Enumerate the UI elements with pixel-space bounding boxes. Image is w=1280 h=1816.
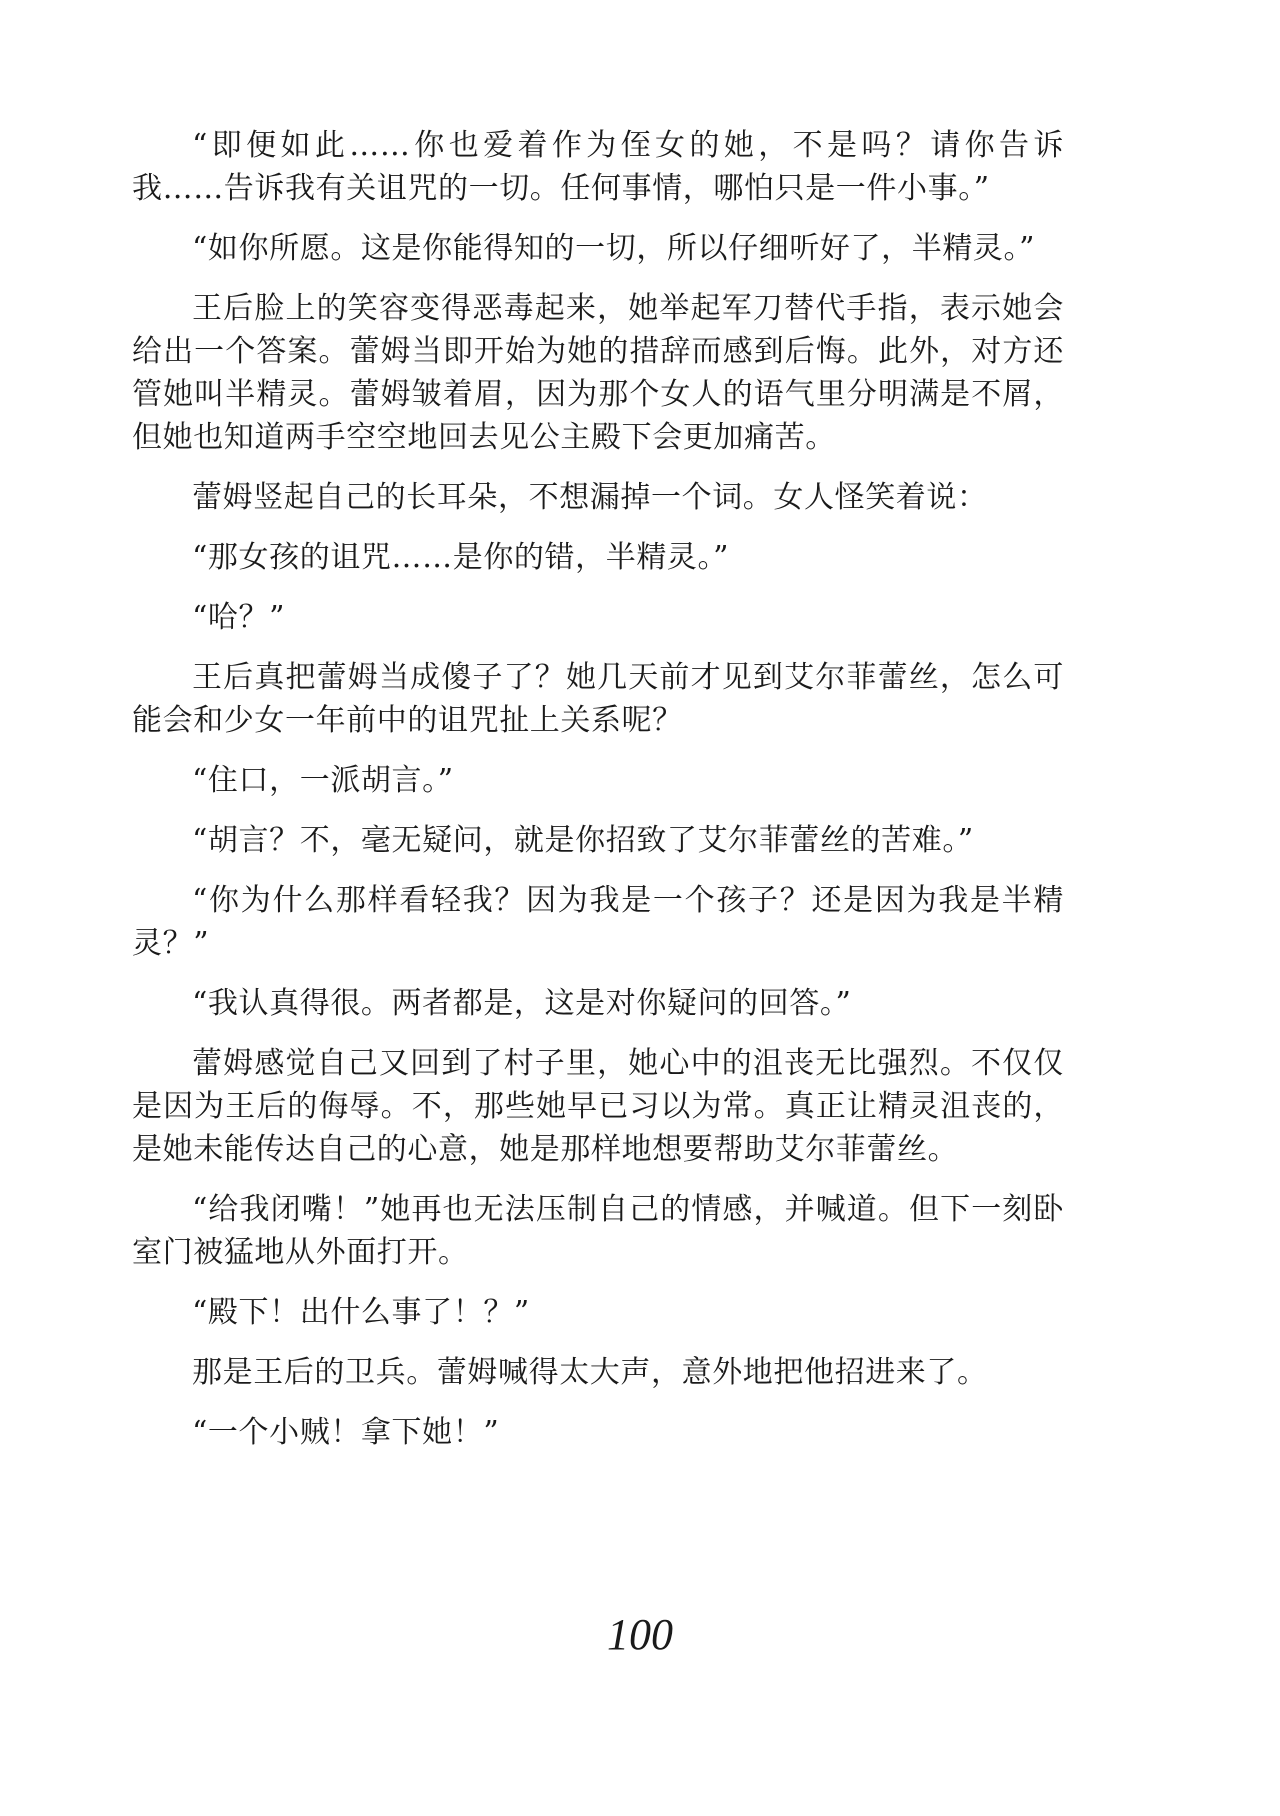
paragraph: “住口，一派胡言。” bbox=[192, 763, 454, 798]
paragraph: “哈？” bbox=[192, 600, 286, 635]
paragraph: “你为什么那样看轻我？因为我是一个孩子？还是因为我是半精灵？” bbox=[132, 883, 1064, 961]
paragraph: 蕾姆感觉自己又回到了村子里，她心中的沮丧无比强烈。不仅仅是因为王后的侮辱。不，那些她早已习以为常。真正让精灵沮丧的，是她未能传达自己的心意，她是那样地想要帮助艾尔菲蕾丝。 bbox=[132, 1046, 1064, 1167]
paragraph: 王后真把蕾姆当成傻子了？她几天前才见到艾尔菲蕾丝，怎么可能会和少女一年前中的诅咒扯上关系呢？ bbox=[132, 660, 1064, 738]
paragraph: “一个小贼！拿下她！” bbox=[192, 1415, 500, 1450]
paragraph: “即便如此……你也爱着作为侄女的她，不是吗？请你告诉我……告诉我有关诅咒的一切。任何事情，哪怕只是一件小事。” bbox=[132, 128, 1064, 206]
paragraph: 王后脸上的笑容变得恶毒起来，她举起军刀替代手指，表示她会给出一个答案。蕾姆当即开始为她的措辞而感到后悔。此外，对方还管她叫半精灵。蕾姆皱着眉，因为那个女人的语气里分明满是不屑，但她也知道两手空空地回去见公主殿下会更加痛苦。 bbox=[132, 291, 1064, 455]
body-text bbox=[132, 124, 1064, 1471]
paragraph: “胡言？不，毫无疑问，就是你招致了艾尔菲蕾丝的苦难。” bbox=[192, 823, 974, 858]
page-number: 100 bbox=[607, 1610, 673, 1659]
paragraph: 那是王后的卫兵。蕾姆喊得太大声，意外地把他招进来了。 bbox=[192, 1355, 988, 1390]
paragraph: “如你所愿。这是你能得知的一切，所以仔细听好了，半精灵。” bbox=[192, 231, 1036, 266]
paragraph: “那女孩的诅咒……是你的错，半精灵。” bbox=[192, 540, 730, 575]
paragraph: “给我闭嘴！”她再也无法压制自己的情感，并喊道。但下一刻卧室门被猛地从外面打开。 bbox=[132, 1192, 1064, 1270]
paragraph: “殿下！出什么事了！？” bbox=[192, 1295, 530, 1330]
paragraph: “我认真得很。两者都是，这是对你疑问的回答。” bbox=[192, 986, 852, 1021]
paragraph: 蕾姆竖起自己的长耳朵，不想漏掉一个词。女人怪笑着说： bbox=[192, 480, 988, 515]
